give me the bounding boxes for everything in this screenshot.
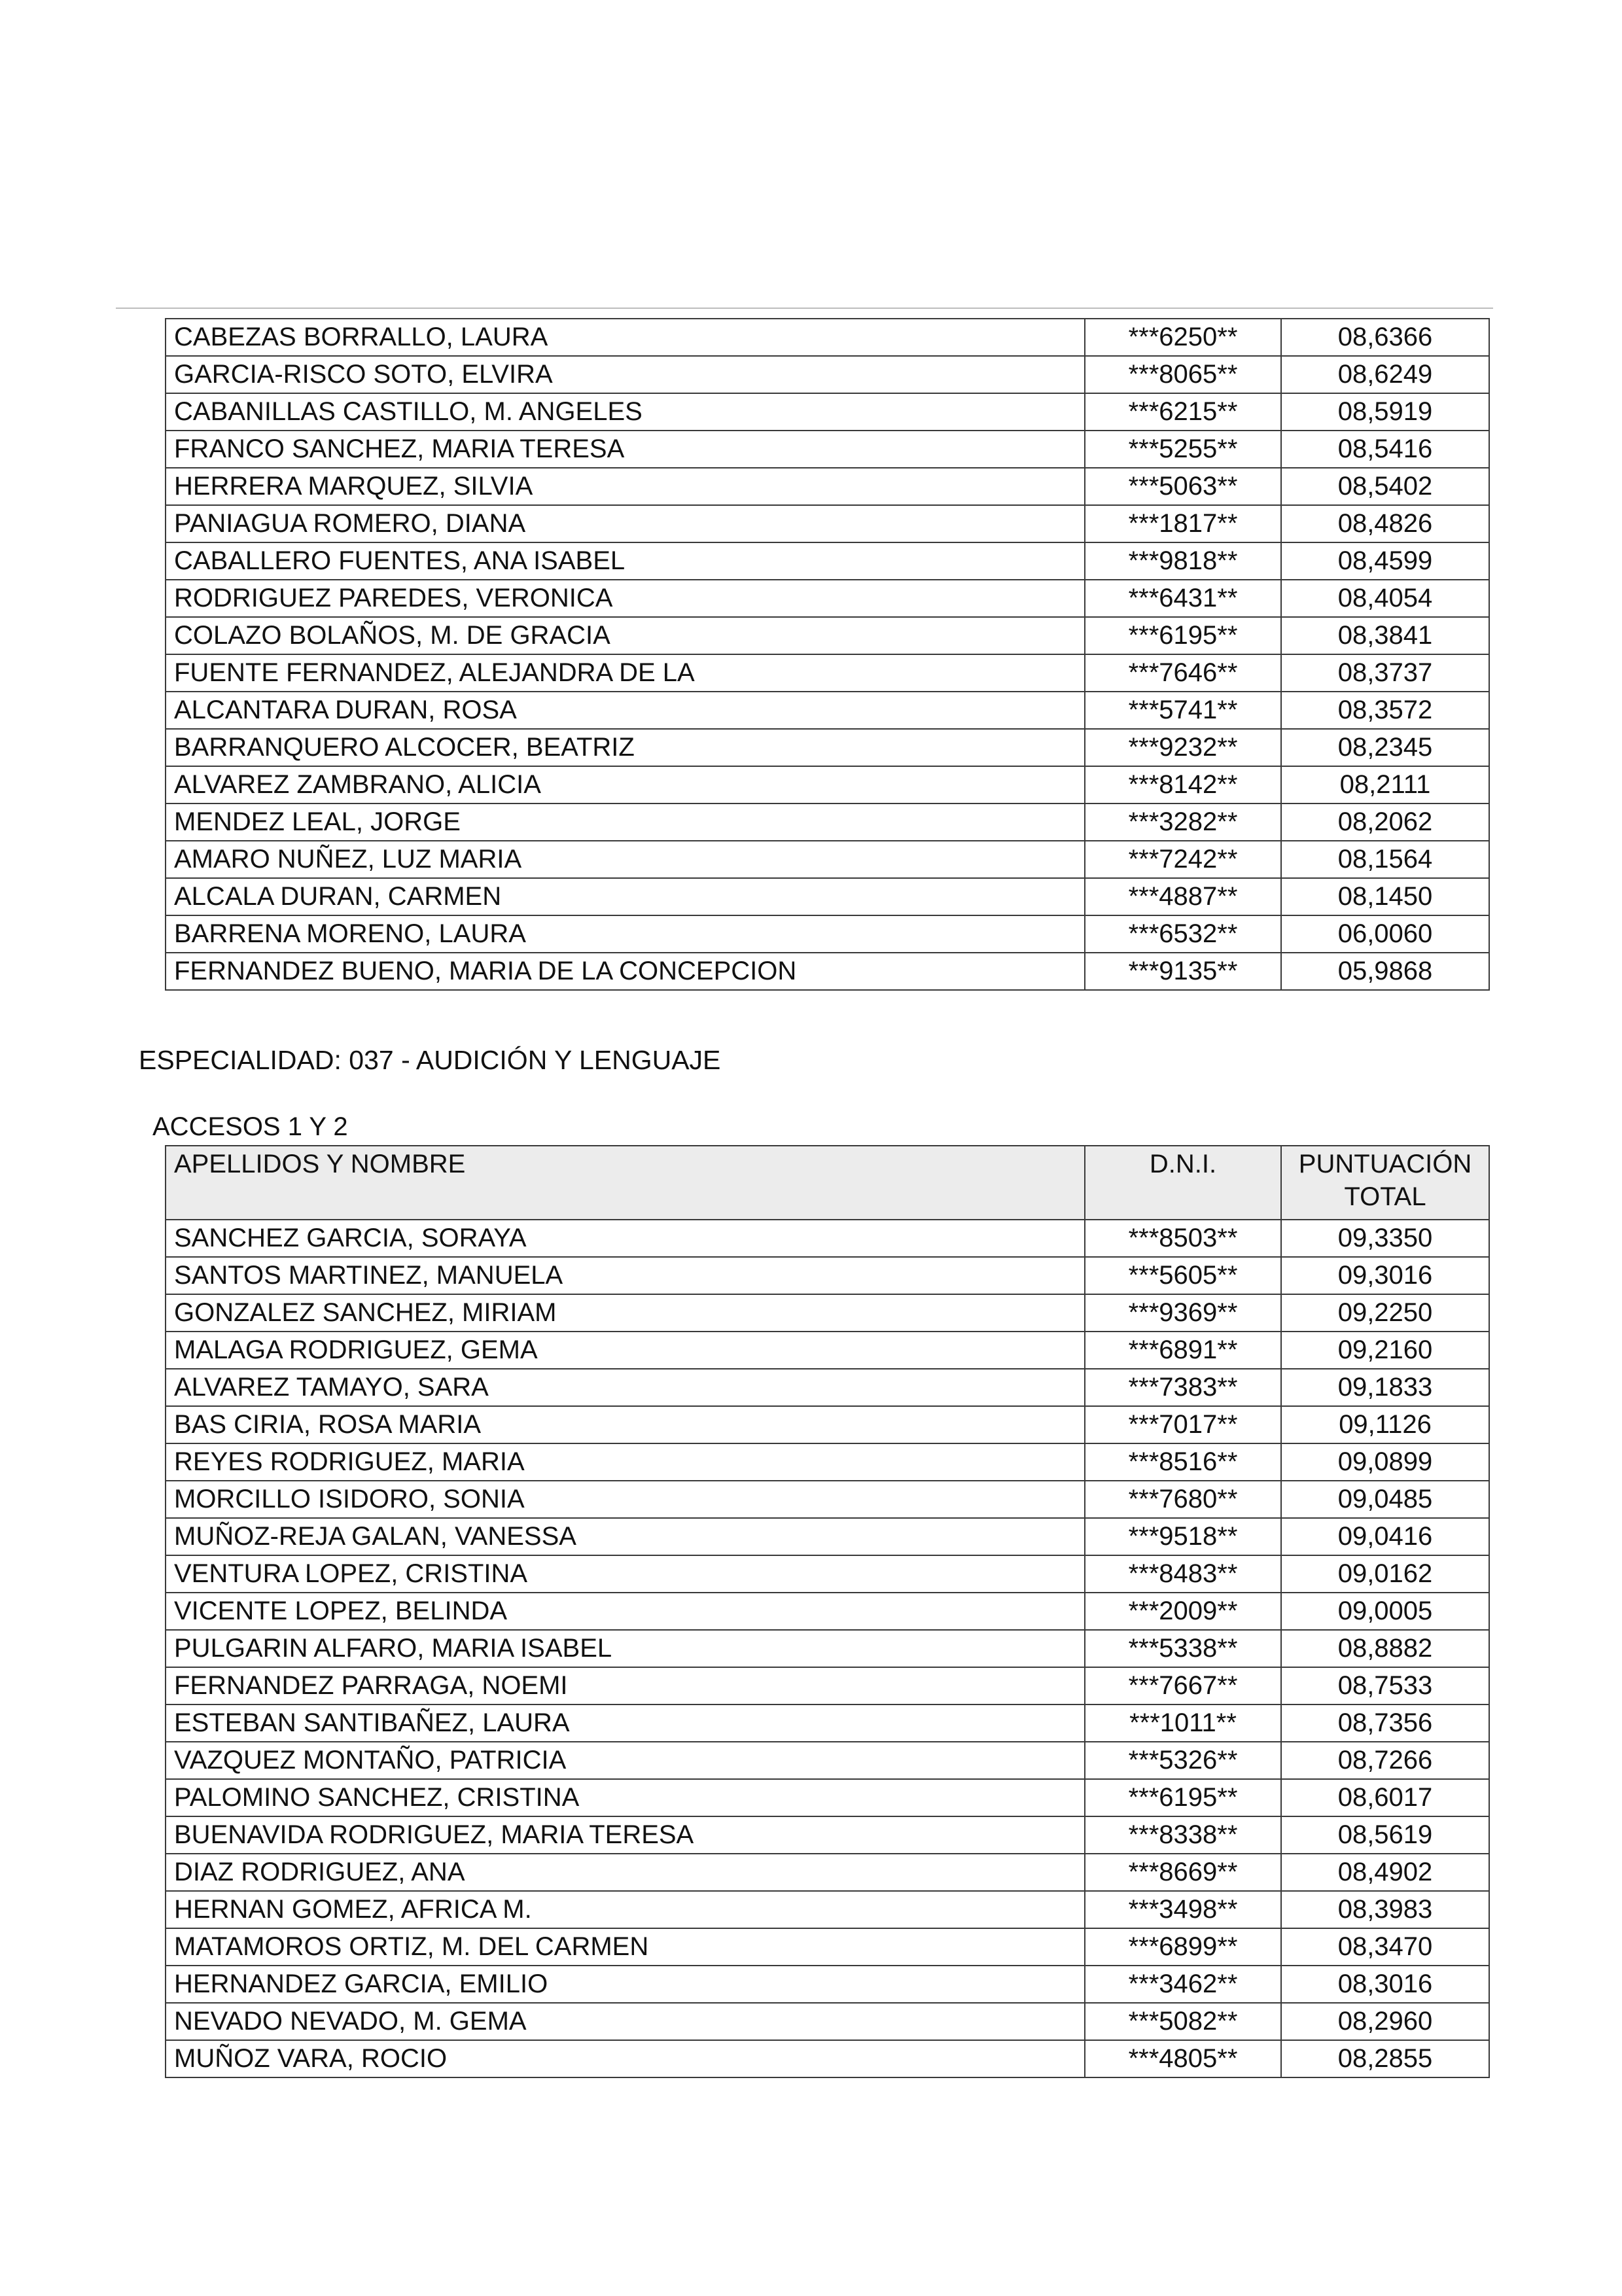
- table-row: [166, 915, 1489, 953]
- candidate-dni: ***7680**: [1085, 1481, 1281, 1518]
- candidate-name: ALVAREZ TAMAYO, SARA: [166, 1369, 1085, 1406]
- candidate-name: ALCALA DURAN, CARMEN: [166, 878, 1085, 915]
- candidate-name: SANTOS MARTINEZ, MANUELA: [166, 1257, 1085, 1294]
- candidate-score: 08,3470: [1281, 1928, 1489, 1966]
- candidate-dni: ***3498**: [1085, 1891, 1281, 1928]
- table-row: [166, 356, 1489, 393]
- candidate-name: CABEZAS BORRALLO, LAURA: [166, 319, 1085, 356]
- table-row: [166, 2003, 1489, 2040]
- candidate-name: FRANCO SANCHEZ, MARIA TERESA: [166, 431, 1085, 468]
- table-row: [166, 1369, 1489, 1406]
- table-row: [166, 1742, 1489, 1779]
- candidate-dni: ***6195**: [1085, 1779, 1281, 1816]
- candidate-score: 08,5416: [1281, 431, 1489, 468]
- table-row: [166, 1667, 1489, 1704]
- candidate-score: 09,3350: [1281, 1220, 1489, 1257]
- table-row: [166, 1630, 1489, 1667]
- candidate-score: 06,0060: [1281, 915, 1489, 953]
- table-row: [166, 1854, 1489, 1891]
- candidate-score: 08,3572: [1281, 692, 1489, 729]
- candidate-score: 08,3016: [1281, 1966, 1489, 2003]
- column-header-name: APELLIDOS Y NOMBRE: [166, 1146, 1085, 1220]
- candidate-score: 08,2345: [1281, 729, 1489, 766]
- candidate-score: 08,4826: [1281, 505, 1489, 542]
- candidate-score: 05,9868: [1281, 953, 1489, 990]
- candidate-name: ESTEBAN SANTIBAÑEZ, LAURA: [166, 1704, 1085, 1742]
- candidate-name: GONZALEZ SANCHEZ, MIRIAM: [166, 1294, 1085, 1332]
- candidate-name: PULGARIN ALFARO, MARIA ISABEL: [166, 1630, 1085, 1667]
- candidate-dni: ***8669**: [1085, 1854, 1281, 1891]
- candidate-dni: ***8516**: [1085, 1443, 1281, 1481]
- table-row: [166, 431, 1489, 468]
- table-row: [166, 1704, 1489, 1742]
- candidate-score: 08,2111: [1281, 766, 1489, 804]
- specialty-title: ESPECIALIDAD: 037 - AUDICIÓN Y LENGUAJE: [139, 1045, 721, 1075]
- candidate-dni: ***2009**: [1085, 1593, 1281, 1630]
- candidate-dni: ***9135**: [1085, 953, 1281, 990]
- candidate-dni: ***4805**: [1085, 2040, 1281, 2077]
- table-row: [166, 393, 1489, 431]
- candidate-name: VAZQUEZ MONTAÑO, PATRICIA: [166, 1742, 1085, 1779]
- candidate-name: FERNANDEZ BUENO, MARIA DE LA CONCEPCION: [166, 953, 1085, 990]
- candidate-score: 08,4599: [1281, 542, 1489, 580]
- candidate-score: 08,5919: [1281, 393, 1489, 431]
- ranking-table-audicion-lenguaje: [165, 1145, 1490, 2078]
- table-row: [166, 1928, 1489, 1966]
- candidate-name: HERNANDEZ GARCIA, EMILIO: [166, 1966, 1085, 2003]
- table-row: [166, 542, 1489, 580]
- candidate-score: 08,6249: [1281, 356, 1489, 393]
- candidate-name: FUENTE FERNANDEZ, ALEJANDRA DE LA: [166, 654, 1085, 692]
- candidate-score: 08,8882: [1281, 1630, 1489, 1667]
- candidate-name: MUÑOZ-REJA GALAN, VANESSA: [166, 1518, 1085, 1555]
- candidate-name: MENDEZ LEAL, JORGE: [166, 804, 1085, 841]
- candidate-score: 09,3016: [1281, 1257, 1489, 1294]
- table-row: [166, 766, 1489, 804]
- candidate-name: BUENAVIDA RODRIGUEZ, MARIA TERESA: [166, 1816, 1085, 1854]
- candidate-score: 08,3841: [1281, 617, 1489, 654]
- candidate-dni: ***3282**: [1085, 804, 1281, 841]
- candidate-dni: ***6532**: [1085, 915, 1281, 953]
- table-row: [166, 1332, 1489, 1369]
- candidate-name: PALOMINO SANCHEZ, CRISTINA: [166, 1779, 1085, 1816]
- candidate-name: PANIAGUA ROMERO, DIANA: [166, 505, 1085, 542]
- candidate-name: NEVADO NEVADO, M. GEMA: [166, 2003, 1085, 2040]
- candidate-score: 09,0416: [1281, 1518, 1489, 1555]
- candidate-name: RODRIGUEZ PAREDES, VERONICA: [166, 580, 1085, 617]
- candidate-dni: ***5741**: [1085, 692, 1281, 729]
- candidate-score: 08,6017: [1281, 1779, 1489, 1816]
- candidate-name: MALAGA RODRIGUEZ, GEMA: [166, 1332, 1085, 1369]
- candidate-dni: ***6195**: [1085, 617, 1281, 654]
- candidate-score: 08,6366: [1281, 319, 1489, 356]
- table-row: [166, 580, 1489, 617]
- candidate-name: HERNAN GOMEZ, AFRICA M.: [166, 1891, 1085, 1928]
- candidate-dni: ***1817**: [1085, 505, 1281, 542]
- candidate-name: VENTURA LOPEZ, CRISTINA: [166, 1555, 1085, 1593]
- candidate-dni: ***6250**: [1085, 319, 1281, 356]
- candidate-dni: ***5255**: [1085, 431, 1281, 468]
- candidate-dni: ***6431**: [1085, 580, 1281, 617]
- candidate-score: 09,0005: [1281, 1593, 1489, 1630]
- candidate-dni: ***6891**: [1085, 1332, 1281, 1369]
- candidate-name: AMARO NUÑEZ, LUZ MARIA: [166, 841, 1085, 878]
- candidate-dni: ***8483**: [1085, 1555, 1281, 1593]
- candidate-score: 08,2855: [1281, 2040, 1489, 2077]
- candidate-dni: ***5326**: [1085, 1742, 1281, 1779]
- candidate-dni: ***9518**: [1085, 1518, 1281, 1555]
- candidate-score: 08,7356: [1281, 1704, 1489, 1742]
- table-row: [166, 1220, 1489, 1257]
- ranking-table-body: [166, 1220, 1489, 2077]
- candidate-name: CABALLERO FUENTES, ANA ISABEL: [166, 542, 1085, 580]
- candidate-name: HERRERA MARQUEZ, SILVIA: [166, 468, 1085, 505]
- candidate-dni: ***9369**: [1085, 1294, 1281, 1332]
- candidate-score: 08,2062: [1281, 804, 1489, 841]
- candidate-score: 09,1833: [1281, 1369, 1489, 1406]
- candidate-dni: ***8338**: [1085, 1816, 1281, 1854]
- table-row: [166, 841, 1489, 878]
- candidate-score: 08,3983: [1281, 1891, 1489, 1928]
- candidate-score: 08,4054: [1281, 580, 1489, 617]
- candidate-score: 08,3737: [1281, 654, 1489, 692]
- candidate-name: MATAMOROS ORTIZ, M. DEL CARMEN: [166, 1928, 1085, 1966]
- candidate-dni: ***7383**: [1085, 1369, 1281, 1406]
- candidate-dni: ***1011**: [1085, 1704, 1281, 1742]
- candidate-dni: ***5338**: [1085, 1630, 1281, 1667]
- candidate-name: ALVAREZ ZAMBRANO, ALICIA: [166, 766, 1085, 804]
- candidate-dni: ***8065**: [1085, 356, 1281, 393]
- table-row: [166, 468, 1489, 505]
- table-row: [166, 1816, 1489, 1854]
- candidate-score: 09,2250: [1281, 1294, 1489, 1332]
- table-row: [166, 692, 1489, 729]
- candidate-dni: ***8142**: [1085, 766, 1281, 804]
- table-row: [166, 1779, 1489, 1816]
- candidate-score: 08,5402: [1281, 468, 1489, 505]
- table-row: [166, 1518, 1489, 1555]
- candidate-score: 09,0162: [1281, 1555, 1489, 1593]
- table-row: [166, 1593, 1489, 1630]
- table-row: [166, 729, 1489, 766]
- table-row: [166, 1443, 1489, 1481]
- table-row: [166, 1891, 1489, 1928]
- candidate-score: 08,7266: [1281, 1742, 1489, 1779]
- table-row: [166, 2040, 1489, 2077]
- candidate-dni: ***8503**: [1085, 1220, 1281, 1257]
- table-row: [166, 654, 1489, 692]
- candidate-score: 09,0485: [1281, 1481, 1489, 1518]
- candidate-name: SANCHEZ GARCIA, SORAYA: [166, 1220, 1085, 1257]
- table-row: [166, 804, 1489, 841]
- table-row: [166, 617, 1489, 654]
- candidate-dni: ***7017**: [1085, 1406, 1281, 1443]
- access-label: ACCESOS 1 Y 2: [152, 1112, 348, 1141]
- header-divider: [116, 308, 1493, 309]
- candidate-name: GARCIA-RISCO SOTO, ELVIRA: [166, 356, 1085, 393]
- candidate-name: BAS CIRIA, ROSA MARIA: [166, 1406, 1085, 1443]
- candidate-name: BARRENA MORENO, LAURA: [166, 915, 1085, 953]
- candidate-score: 08,1450: [1281, 878, 1489, 915]
- candidate-score: 09,0899: [1281, 1443, 1489, 1481]
- candidate-name: REYES RODRIGUEZ, MARIA: [166, 1443, 1085, 1481]
- ranking-table-body: [166, 319, 1489, 990]
- candidate-score: 08,7533: [1281, 1667, 1489, 1704]
- candidate-name: ALCANTARA DURAN, ROSA: [166, 692, 1085, 729]
- table-row: [166, 953, 1489, 990]
- candidate-name: VICENTE LOPEZ, BELINDA: [166, 1593, 1085, 1630]
- table-row: [166, 1481, 1489, 1518]
- table-header-row: [166, 1146, 1489, 1220]
- ranking-table-previous-specialty: [165, 318, 1490, 991]
- candidate-score: 08,4902: [1281, 1854, 1489, 1891]
- candidate-score: 08,2960: [1281, 2003, 1489, 2040]
- candidate-name: CABANILLAS CASTILLO, M. ANGELES: [166, 393, 1085, 431]
- candidate-score: 08,1564: [1281, 841, 1489, 878]
- candidate-name: DIAZ RODRIGUEZ, ANA: [166, 1854, 1085, 1891]
- candidate-score: 09,2160: [1281, 1332, 1489, 1369]
- candidate-name: FERNANDEZ PARRAGA, NOEMI: [166, 1667, 1085, 1704]
- candidate-dni: ***7242**: [1085, 841, 1281, 878]
- table-row: [166, 1966, 1489, 2003]
- candidate-name: BARRANQUERO ALCOCER, BEATRIZ: [166, 729, 1085, 766]
- table-row: [166, 505, 1489, 542]
- candidate-name: MORCILLO ISIDORO, SONIA: [166, 1481, 1085, 1518]
- column-header-score: PUNTUACIÓN TOTAL: [1281, 1146, 1489, 1220]
- candidate-dni: ***6215**: [1085, 393, 1281, 431]
- table-row: [166, 1555, 1489, 1593]
- candidate-score: 09,1126: [1281, 1406, 1489, 1443]
- table-row: [166, 1406, 1489, 1443]
- candidate-dni: ***3462**: [1085, 1966, 1281, 2003]
- candidate-score: 08,5619: [1281, 1816, 1489, 1854]
- candidate-dni: ***7667**: [1085, 1667, 1281, 1704]
- candidate-dni: ***5082**: [1085, 2003, 1281, 2040]
- table-row: [166, 1257, 1489, 1294]
- candidate-name: MUÑOZ VARA, ROCIO: [166, 2040, 1085, 2077]
- table-row: [166, 1294, 1489, 1332]
- candidate-dni: ***6899**: [1085, 1928, 1281, 1966]
- table-row: [166, 878, 1489, 915]
- candidate-dni: ***5063**: [1085, 468, 1281, 505]
- candidate-dni: ***4887**: [1085, 878, 1281, 915]
- candidate-dni: ***7646**: [1085, 654, 1281, 692]
- column-header-dni: D.N.I.: [1085, 1146, 1281, 1220]
- table-row: [166, 319, 1489, 356]
- candidate-dni: ***9232**: [1085, 729, 1281, 766]
- candidate-name: COLAZO BOLAÑOS, M. DE GRACIA: [166, 617, 1085, 654]
- candidate-dni: ***5605**: [1085, 1257, 1281, 1294]
- candidate-dni: ***9818**: [1085, 542, 1281, 580]
